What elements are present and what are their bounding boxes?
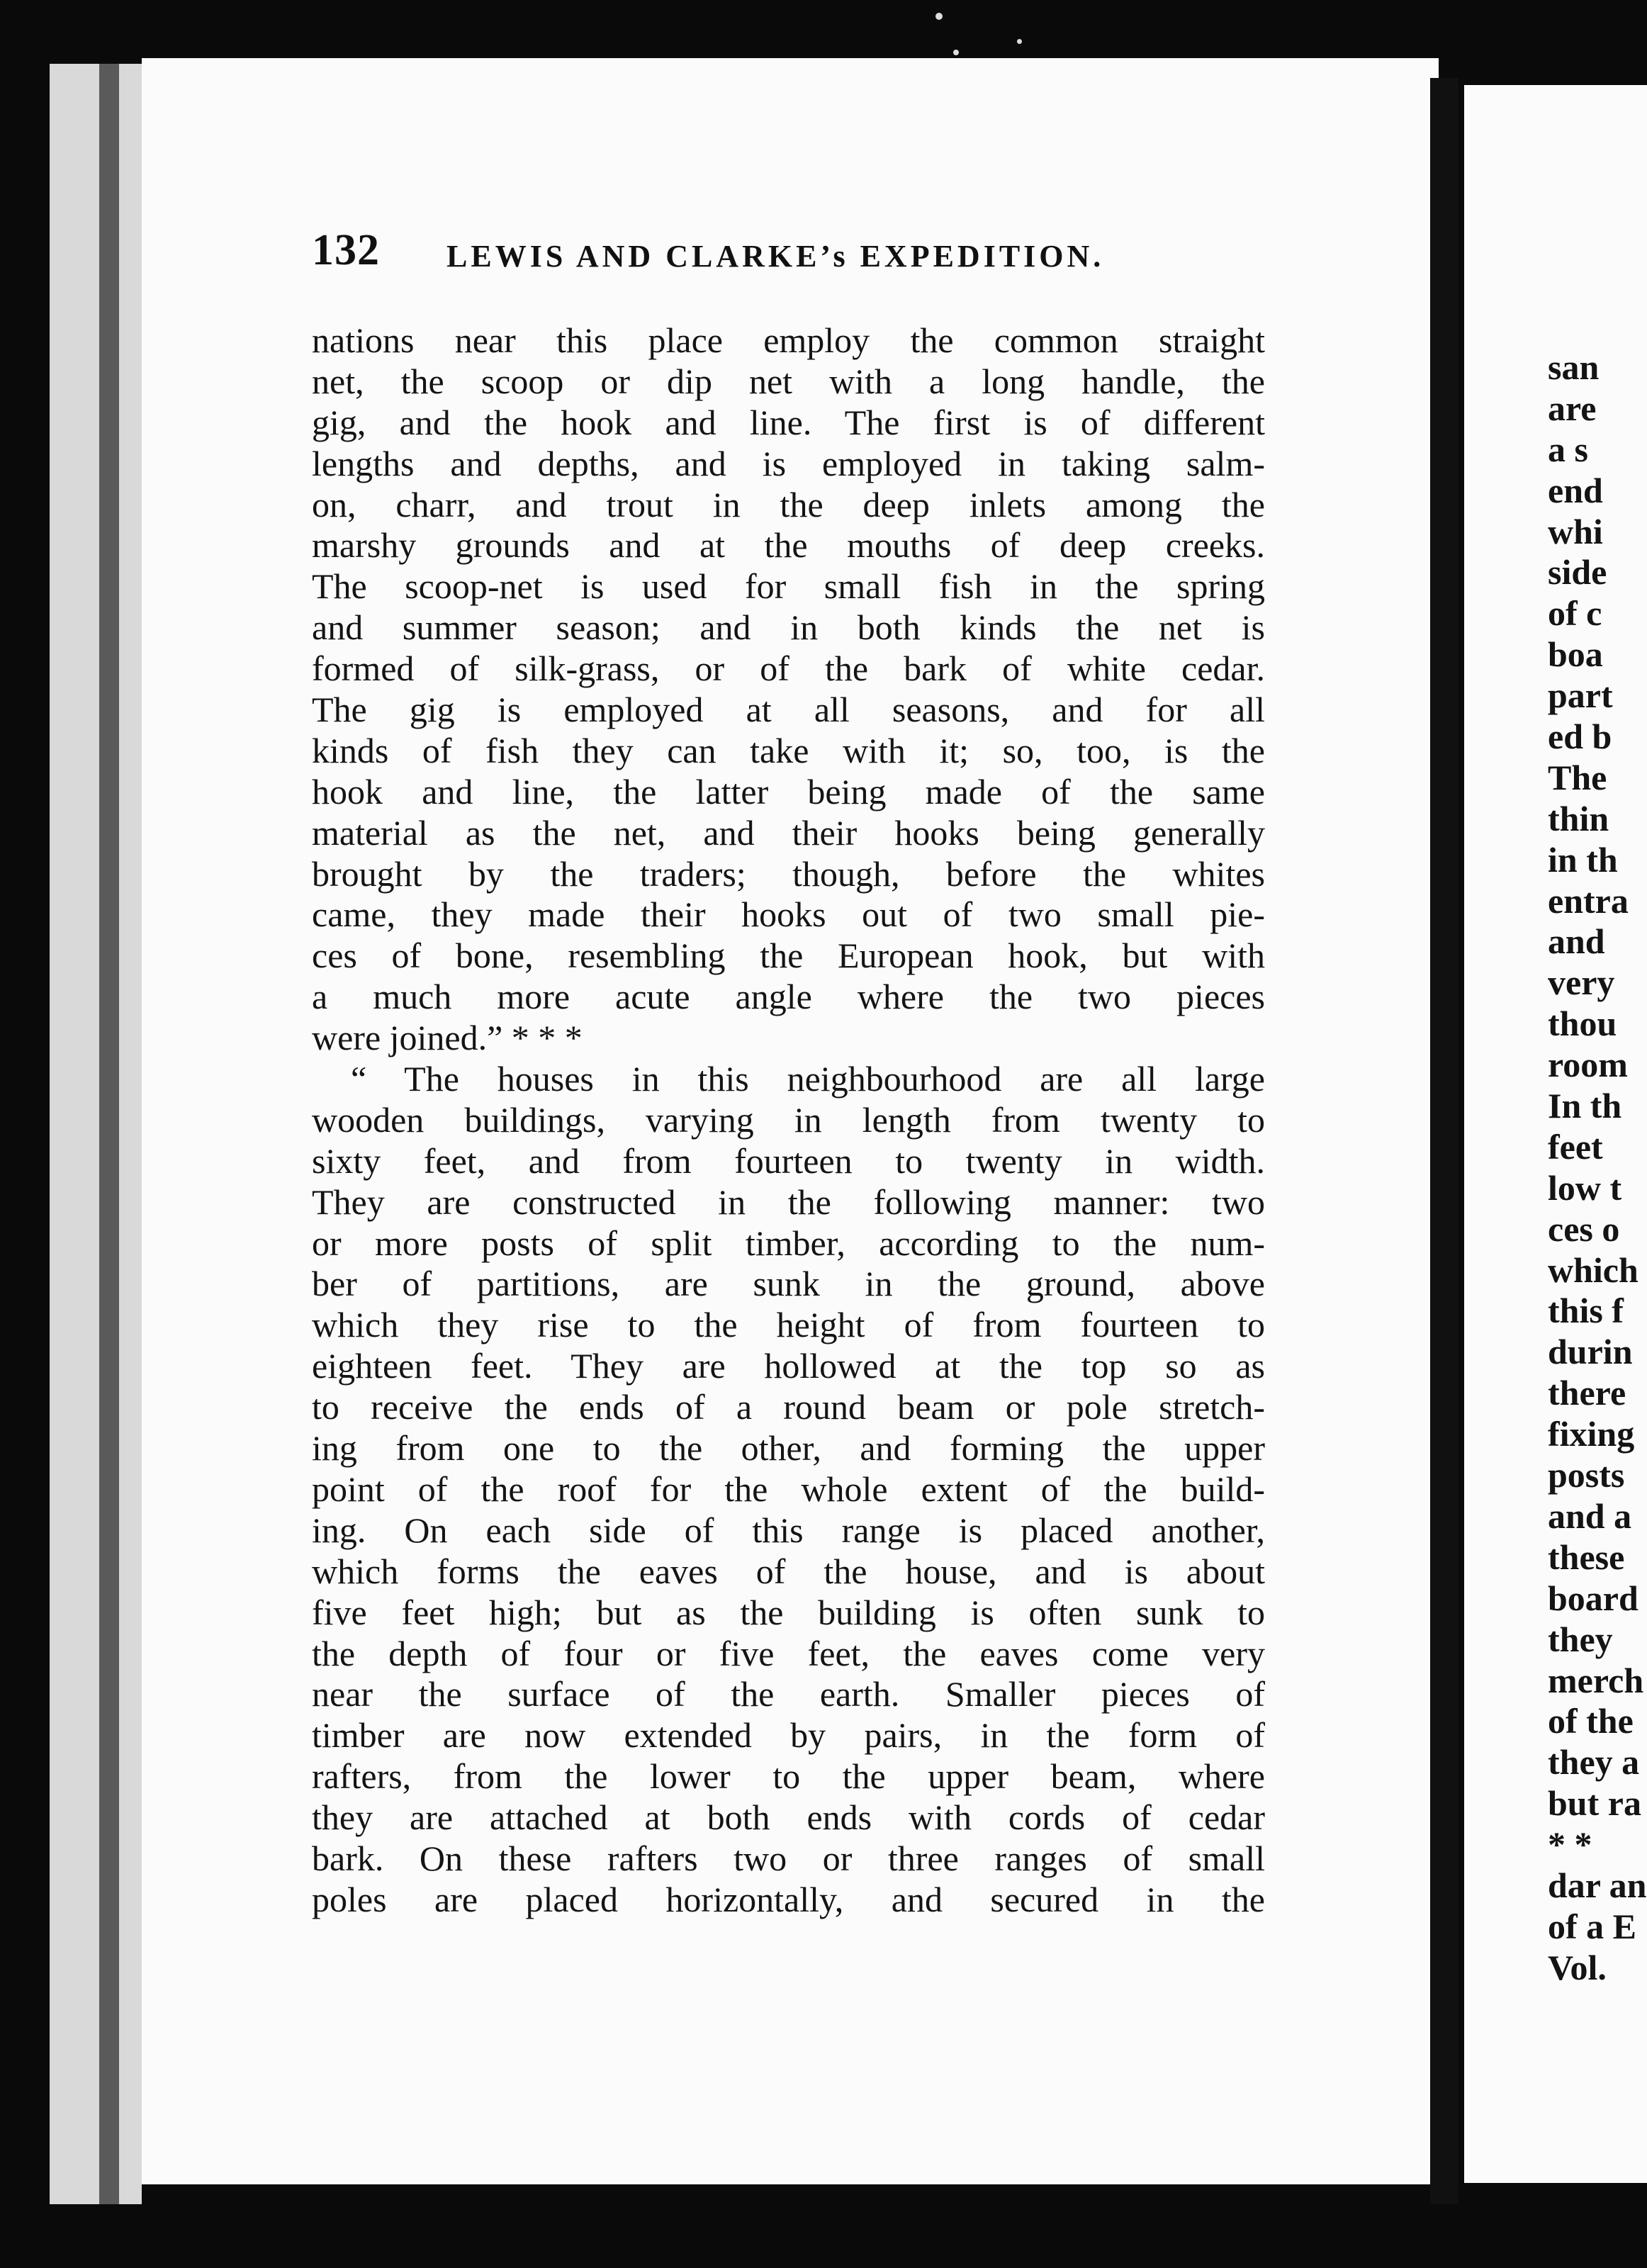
scan-speck bbox=[953, 50, 959, 55]
right-page-line: dar an bbox=[1548, 1865, 1647, 1905]
right-page-line: are bbox=[1548, 388, 1597, 428]
text-line: came, they made their hooks out of two small pie- bbox=[312, 894, 1265, 935]
running-head: LEWIS AND CLARKE’s EXPEDITION. bbox=[446, 239, 1105, 274]
text-line: lengths and depths, and is employed in taking salm- bbox=[312, 443, 1265, 483]
right-page-line: posts bbox=[1548, 1455, 1625, 1495]
text-line: nations near this place employ the common straight bbox=[312, 320, 1265, 360]
text-line: on, charr, and trout in the deep inlets among the bbox=[312, 484, 1265, 524]
right-page-line: The bbox=[1548, 757, 1607, 797]
text-line: formed of silk-grass, or of the bark of white cedar. bbox=[312, 649, 1265, 689]
right-page-line: of a E bbox=[1548, 1906, 1636, 1946]
right-page-line: low t bbox=[1548, 1167, 1622, 1208]
text-line: ing from one to the other, and forming the upper bbox=[312, 1428, 1265, 1469]
right-page-line: end bbox=[1548, 470, 1603, 510]
text-line: which forms the eaves of the house, and is about bbox=[312, 1551, 1265, 1591]
right-page-line: they bbox=[1548, 1619, 1613, 1659]
right-page-line: of c bbox=[1548, 593, 1602, 634]
binding-shadow bbox=[99, 64, 119, 2204]
previous-page-edge bbox=[50, 64, 142, 2204]
right-page-line: feet bbox=[1548, 1126, 1603, 1167]
text-line: which they rise to the height of from fourteen to bbox=[312, 1305, 1265, 1345]
text-line: the depth of four or five feet, the eaves come very bbox=[312, 1633, 1265, 1673]
text-line: kinds of fish they can take with it; so, too, is the bbox=[312, 730, 1265, 770]
right-page-text bbox=[1548, 347, 1647, 1989]
text-line: poles are placed horizontally, and secured in the bbox=[312, 1879, 1265, 1919]
right-page-line: and a bbox=[1548, 1495, 1632, 1536]
text-line: wooden buildings, varying in length from twenty to bbox=[312, 1099, 1265, 1140]
right-page-line: very bbox=[1548, 962, 1615, 1003]
page-header bbox=[312, 225, 1226, 282]
right-page-line: ces o bbox=[1548, 1208, 1620, 1249]
right-page-line: a s bbox=[1548, 429, 1588, 469]
right-page-line: this f bbox=[1548, 1291, 1624, 1331]
right-page-line: in th bbox=[1548, 839, 1618, 880]
right-page-line: and bbox=[1548, 921, 1605, 962]
text-line: a much more acute angle where the two pieces bbox=[312, 977, 1265, 1017]
text-line: point of the roof for the whole extent of the build- bbox=[312, 1469, 1265, 1509]
right-page-line: which bbox=[1548, 1250, 1638, 1290]
text-line: “ The houses in this neighbourhood are all large bbox=[351, 1059, 1265, 1099]
right-page-line: durin bbox=[1548, 1332, 1633, 1372]
right-page-line: side bbox=[1548, 552, 1607, 593]
text-line: five feet high; but as the building is often sunk to bbox=[312, 1592, 1265, 1632]
right-page-line: entra bbox=[1548, 880, 1629, 921]
text-line: timber are now extended by pairs, in the form of bbox=[312, 1715, 1265, 1756]
text-line: sixty feet, and from fourteen to twenty in width. bbox=[312, 1140, 1265, 1181]
page-number: 132 bbox=[312, 226, 380, 274]
right-page-line: * * bbox=[1548, 1824, 1592, 1865]
text-line: were joined.” * * * bbox=[312, 1018, 583, 1058]
text-line: marshy grounds and at the mouths of deep creeks. bbox=[312, 525, 1265, 566]
right-page-line: they a bbox=[1548, 1742, 1640, 1783]
right-page-line: board bbox=[1548, 1578, 1638, 1618]
text-line: The gig is employed at all seasons, and for all bbox=[312, 690, 1265, 730]
text-line: they are attached at both ends with cords of cedar bbox=[312, 1797, 1265, 1838]
scan-speck bbox=[935, 13, 943, 20]
text-line: brought by the traders; though, before the whites bbox=[312, 853, 1265, 894]
text-line: bark. On these rafters two or three ranges of small bbox=[312, 1838, 1265, 1878]
text-line: They are constructed in the following manner: two bbox=[312, 1181, 1265, 1222]
right-page-line: san bbox=[1548, 347, 1600, 387]
right-page-line: fixing bbox=[1548, 1414, 1635, 1454]
scan-speck bbox=[1017, 39, 1022, 44]
text-line: or more posts of split timber, according to the num- bbox=[312, 1223, 1265, 1263]
right-page-line: boa bbox=[1548, 634, 1603, 675]
text-line: material as the net, and their hooks being generally bbox=[312, 812, 1265, 853]
book-gutter bbox=[1430, 78, 1458, 2204]
text-line: net, the scoop or dip net with a long handle, the bbox=[312, 361, 1265, 401]
body-text bbox=[312, 320, 1265, 1921]
text-line: hook and line, the latter being made of the same bbox=[312, 771, 1265, 812]
right-page-line: of the bbox=[1548, 1701, 1634, 1741]
text-line: ber of partitions, are sunk in the ground, above bbox=[312, 1264, 1265, 1304]
text-line: eighteen feet. They are hollowed at the top so as bbox=[312, 1346, 1265, 1386]
text-line: ing. On each side of this range is placed another, bbox=[312, 1510, 1265, 1550]
right-page-line: there bbox=[1548, 1373, 1626, 1413]
text-line: gig, and the hook and line. The first is of different bbox=[312, 402, 1265, 442]
right-page-line: thin bbox=[1548, 798, 1609, 838]
right-page-line: but ra bbox=[1548, 1783, 1641, 1824]
right-page-line: Vol. bbox=[1548, 1947, 1607, 1987]
right-page-line: thou bbox=[1548, 1004, 1617, 1044]
right-page-line: these bbox=[1548, 1537, 1625, 1577]
right-page-line: room bbox=[1548, 1045, 1628, 1085]
text-line: and summer season; and in both kinds the net is bbox=[312, 607, 1265, 648]
right-page-line: In th bbox=[1548, 1086, 1622, 1126]
right-page-line: whi bbox=[1548, 511, 1603, 551]
text-line: The scoop-net is used for small fish in the spring bbox=[312, 566, 1265, 607]
text-line: to receive the ends of a round beam or pole stretch- bbox=[312, 1387, 1265, 1427]
right-page-line: merch bbox=[1548, 1660, 1644, 1700]
text-line: near the surface of the earth. Smaller pieces of bbox=[312, 1674, 1265, 1714]
right-page-line: part bbox=[1548, 675, 1613, 716]
right-page-line: ed b bbox=[1548, 717, 1612, 757]
text-line: ces of bone, resembling the European hook, but with bbox=[312, 936, 1265, 976]
text-line: rafters, from the lower to the upper beam, where bbox=[312, 1756, 1265, 1797]
